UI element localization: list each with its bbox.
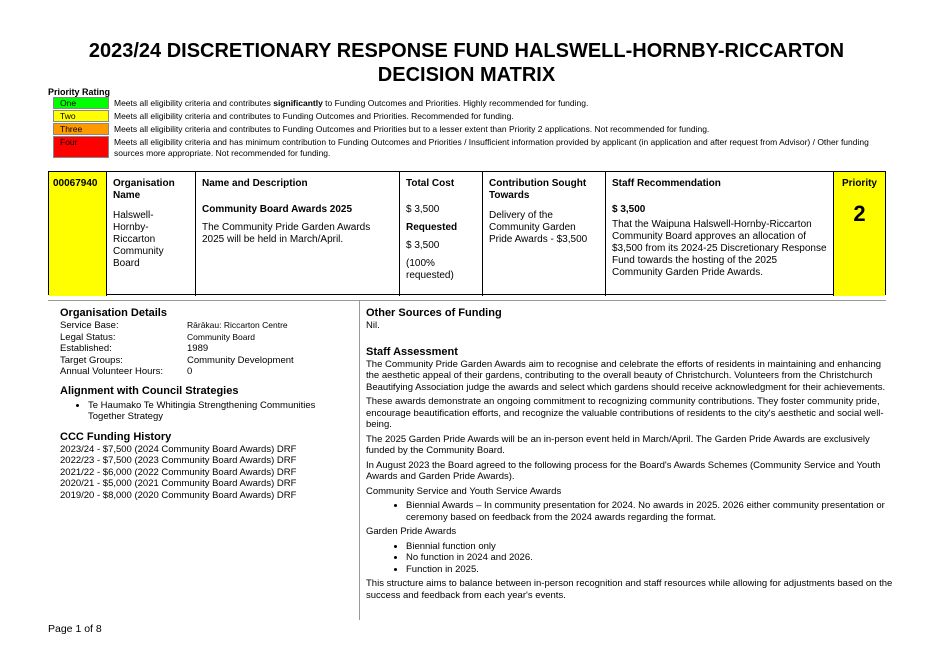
requested-label: Requested [406,222,458,233]
column-divider [359,300,360,620]
priority-swatch-one: One [53,97,109,109]
left-column [60,307,350,501]
section-divider [48,300,886,301]
priority-desc-one: Meets all eligibility criteria and contributes significantly to Funding Outcomes and Priorities. Highly recommended for funding. [114,98,589,108]
priority-swatch-two: Two [53,110,109,122]
org-detail-row: Legal Status: Community Board [60,331,256,343]
name-desc-header: Name and Description [202,178,308,189]
awards-list-garden [366,541,894,576]
assessment-paragraph: In August 2023 the Board agreed to the following process for the Board's Awards Schemes (Community Service and Youth Awards and Garden Pride Awards). [366,459,881,482]
funding-history-item: 2020/21 - $5,000 (2021 Community Board Awards) DRF [60,478,297,489]
priority-swatch-four: Four [53,136,109,158]
funding-history-list [60,444,350,502]
decision-matrix [48,171,886,295]
assessment-paragraph: The 2025 Garden Pride Awards will be an in-person event held in March/April. The Garden Pride Awards are exclusively funded by the Community Board. [366,433,870,456]
alignment-heading: Alignment with Council Strategies [60,384,239,397]
org-detail-row: Service Base: Rārākau: Riccarton Centre [60,320,288,331]
rec-text: That the Waipuna Halswell-Hornby-Riccarton Community Board approves an allocation of $3,500 from its 2024-25 Discretionary Response Fund towards the hosting of the 2025 Community Garden Pride Awards. [612,219,827,278]
org-name-header: Organisation Name [113,178,175,201]
priority-value: 2 [853,201,866,226]
name-desc-cell [196,172,400,296]
other-sources-heading: Other Sources of Funding [366,307,502,319]
funding-history-item: 2022/23 - $7,500 (2023 Community Board Awards) DRF [60,455,297,466]
funding-history-item: 2023/24 - $7,500 (2024 Community Board Awards) DRF [60,443,297,455]
org-detail-row: Target Groups: Community Development [60,354,294,366]
org-name-cell [107,172,196,296]
priority-rating-label: Priority Rating [48,87,111,97]
assessment-paragraph: This structure aims to balance between in-person recognition and staff resources while allowing for adjustments based on the success and feedback from each year's events. [366,578,893,601]
assessment-paragraph: The Community Pride Garden Awards aim to recognise and celebrate the efforts of residents in maintaining and enhancing the aesthetic appeal of their gardens, contributing to the overall beauty of Christchurch. Volunteers from the Christchurch Beautifying Association judge the awards and select which gardens should receive acknowledgment for their achievements. [366,358,886,393]
page-title-line2: DECISION MATRIX [377,64,556,86]
org-detail-row: Annual Volunteer Hours: 0 [60,366,193,377]
contribution-header: Contribution Sought Towards [489,178,587,201]
total-cost: $ 3,500 [406,204,440,215]
other-sources-text: Nil. [366,320,380,331]
staff-assessment-heading: Staff Assessment [366,345,458,358]
awards-list-item: • Function in 2025. [406,564,894,576]
rec-amount: $ 3,500 [612,204,646,215]
staff-rec-header: Staff Recommendation [612,178,721,189]
contribution-cell [483,172,606,296]
awards-list-community [366,500,894,523]
page-title-line1: 2023/24 DISCRETIONARY RESPONSE FUND HALSWELL-HORNBY-RICCARTON [88,40,845,62]
priority-desc-four: Meets all eligibility criteria and has minimum contribution to Funding Outcomes and Priorities / Insufficient information provided by applicant (in application and after request from Advisor) / Other funding sources more appropriate. Not recommended for funding. [114,137,869,158]
awards-list-item: • No function in 2024 and 2026. [406,552,894,564]
priority-desc-two: Meets all eligibility criteria and contributes to Funding Outcomes and Priorities. Recommended for funding. [114,111,514,121]
priority-header: Priority [841,178,877,189]
project-description: The Community Pride Garden Awards 2025 will be held in March/April. [202,222,371,245]
awards-list-item: • Biennial function only [406,541,894,553]
project-title: Community Board Awards 2025 [202,204,353,215]
org-details-list [60,320,350,378]
alignment-item: • Te Haumako Te Whitingia Strengthening Communities Together Strategy [88,400,350,423]
org-detail-row: Established: 1989 [60,343,209,354]
org-name: Halswell-Hornby-Riccarton Community Board [113,210,164,269]
requested-percent: (100% requested) [406,258,454,281]
total-cost-cell [400,172,483,296]
right-column [366,307,894,601]
priority-swatch-three: Three [53,123,109,135]
awards-subheading: Garden Pride Awards [366,526,457,537]
org-details-heading: Organisation Details [60,307,167,319]
total-cost-header: Total Cost [406,178,455,189]
funding-history-item: 2019/20 - $8,000 (2020 Community Board Awards) DRF [60,489,297,501]
funding-history-heading: CCC Funding History [60,430,172,443]
staff-rec-cell [606,172,834,296]
priority-cell [834,172,885,296]
funding-history-item: 2021/22 - $6,000 (2022 Community Board Awards) DRF [60,466,297,478]
priority-desc-three: Meets all eligibility criteria and contributes to Funding Outcomes and Priorities but to a lesser extent than Priority 2 applications. Not recommended for funding. [114,124,710,134]
assessment-paragraph: These awards demonstrate an ongoing commitment to recognizing community contributions. They foster community pride, encourage beautification efforts, and recognize the valuable contributions of residents to the city's aesthetic and social well-being. [366,396,884,430]
alignment-list [60,400,350,423]
contribution-text: Delivery of the Community Garden Pride Awards - $3,500 [489,210,588,245]
awards-subheading: Community Service and Youth Service Awards [366,485,562,497]
requested-amount: $ 3,500 [406,240,440,251]
page-number: Page 1 of 8 [48,623,102,635]
application-id: 00067940 [49,172,107,296]
awards-list-item: • Biennial Awards – In community presentation for 2024. No awards in 2025. 2026 either community presentation or ceremony based on feedback from the 2024 awards regarding the format. [406,500,894,523]
